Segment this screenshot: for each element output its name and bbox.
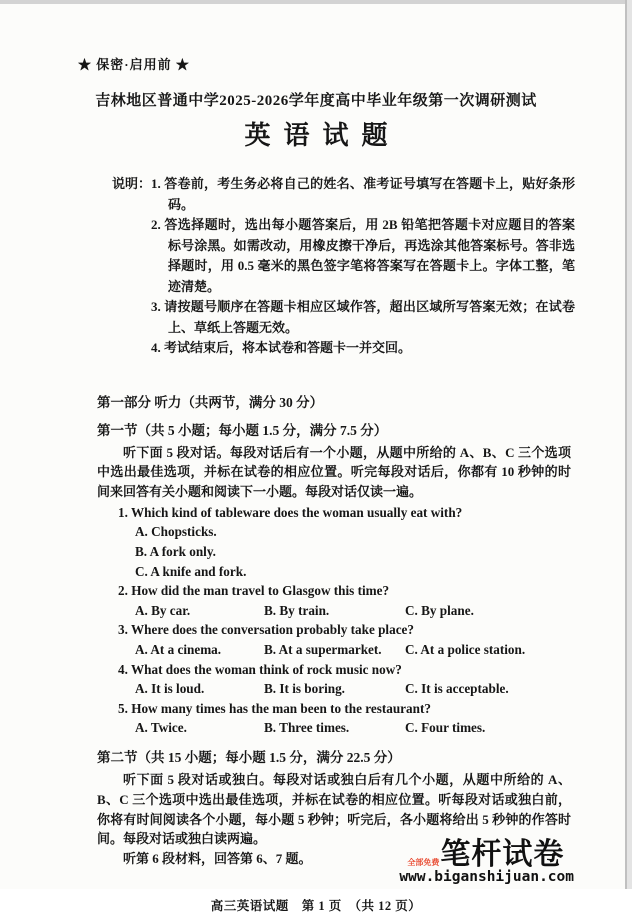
section2-heading: 第二节（共 15 小题；每小题 1.5 分，满分 22.5 分） xyxy=(97,750,401,766)
material-6-line: 听第 6 段材料，回答第 6、7 题。 xyxy=(123,851,312,867)
question-5-number: 5. xyxy=(118,700,128,716)
question-2-option-a: A. By car. xyxy=(135,602,191,618)
question-3-number: 3. xyxy=(118,622,128,638)
security-notice: ★ 保密·启用前 ★ xyxy=(78,57,190,72)
question-2 xyxy=(118,581,632,620)
question-3-option-a: A. At a cinema. xyxy=(135,642,222,658)
instructions-block xyxy=(112,174,632,359)
question-5-text: How many times has the man been to the restaurant? xyxy=(131,700,431,716)
instructions-list xyxy=(151,174,575,359)
question-3-option-b: B. At a supermarket. xyxy=(264,642,382,658)
question-5-option-a: A. Twice. xyxy=(135,720,187,736)
instruction-item-3: 3. 请按题号顺序在答题卡相应区域作答，超出区域所写答案无效；在试卷上、草纸上答题无效。 xyxy=(151,299,576,335)
instruction-item-4: 4. 考试结束后，将本试卷和答题卡一并交回。 xyxy=(151,340,412,355)
section1-heading: 第一节（共 5 小题；每小题 1.5 分，满分 7.5 分） xyxy=(97,422,388,438)
question-5-option-c: C. Four times. xyxy=(405,720,486,736)
page-footer: 高三英语试题 第 1 页 （共 12 页） xyxy=(210,899,422,914)
question-5 xyxy=(118,699,632,738)
questions-list xyxy=(118,503,632,738)
question-3-option-c: C. At a police station. xyxy=(405,642,526,658)
question-1-option-b: B. A fork only. xyxy=(135,544,216,560)
exam-header: 吉林地区普通中学2025-2026学年度高中毕业年级第一次调研测试 xyxy=(95,93,537,109)
watermark-brand: 笔杆试卷 xyxy=(440,838,565,872)
instruction-item-2: 2. 答选择题时，选出每小题答案后，用 2B 铅笔把答题卡对应题目的答案标号涂黑。如需改动，用橡皮擦干净后，再选涂其他答案标号。答非选择题时，用 0.5 毫米的黑色签字笔将答案写在答题卡上。字体工整，笔迹清楚。 xyxy=(151,217,576,294)
part1-heading: 第一部分 听力（共两节，满分 30 分） xyxy=(97,394,324,410)
question-1-option-c: C. A knife and fork. xyxy=(135,563,247,579)
question-1-options xyxy=(135,522,632,581)
watermark xyxy=(399,840,574,886)
question-4-option-c: C. It is acceptable. xyxy=(405,681,509,697)
instructions-label: 说明： xyxy=(112,176,152,191)
question-1 xyxy=(118,503,632,581)
section2-intro: 听下面 5 段对话或独白。每段对话或独白后有几个小题，从题中所给的 A、B、C 三个选项中选出最佳选项，并标在试卷的相应位置。听每段对话或独白前，你将有时间阅读各个小题，每小题 5 秒钟；听完后，各小题将给出 5 秒钟的作答时间。每段对话或独白读两遍。 xyxy=(97,772,571,847)
question-2-option-c: C. By plane. xyxy=(405,602,474,618)
scan-edge-right xyxy=(625,0,632,889)
question-2-options xyxy=(135,601,632,621)
instruction-item-1: 1. 答卷前，考生务必将自己的姓名、准考证号填写在答题卡上，贴好条形码。 xyxy=(151,176,576,212)
exam-title: 英语试题 xyxy=(244,121,401,150)
section1-intro: 听下面 5 段对话。每段对话后有一个小题，从题中所给的 A、B、C 三个选项中选出最佳选项，并标在试卷的相应位置。听完每段对话后，你都有 10 秒钟的时间来回答有关小题和阅读下一小题。每段对话仅读一遍。 xyxy=(97,444,571,500)
watermark-tagline: 全部免费 xyxy=(407,858,440,868)
question-4-option-a: A. It is loud. xyxy=(135,681,205,697)
question-3 xyxy=(118,620,632,659)
question-4-option-b: B. It is boring. xyxy=(264,681,345,697)
question-4 xyxy=(118,660,632,699)
question-1-text: Which kind of tableware does the woman usually eat with? xyxy=(130,504,463,520)
question-2-text: How did the man travel to Glasgow this time? xyxy=(131,583,390,599)
question-1-number: 1. xyxy=(118,504,128,520)
question-3-options xyxy=(135,640,632,660)
question-1-option-a: A. Chopsticks. xyxy=(135,524,217,540)
question-5-options xyxy=(135,718,632,738)
question-2-number: 2. xyxy=(118,583,128,599)
question-3-text: Where does the conversation probably take place? xyxy=(130,622,414,638)
scan-edge-top xyxy=(0,0,632,4)
watermark-url: www.biganshijuan.com xyxy=(399,869,574,886)
question-4-options xyxy=(135,679,632,699)
question-4-number: 4. xyxy=(118,661,128,677)
question-5-option-b: B. Three times. xyxy=(264,720,350,736)
question-2-option-b: B. By train. xyxy=(264,602,330,618)
question-4-text: What does the woman think of rock music now? xyxy=(130,661,402,677)
